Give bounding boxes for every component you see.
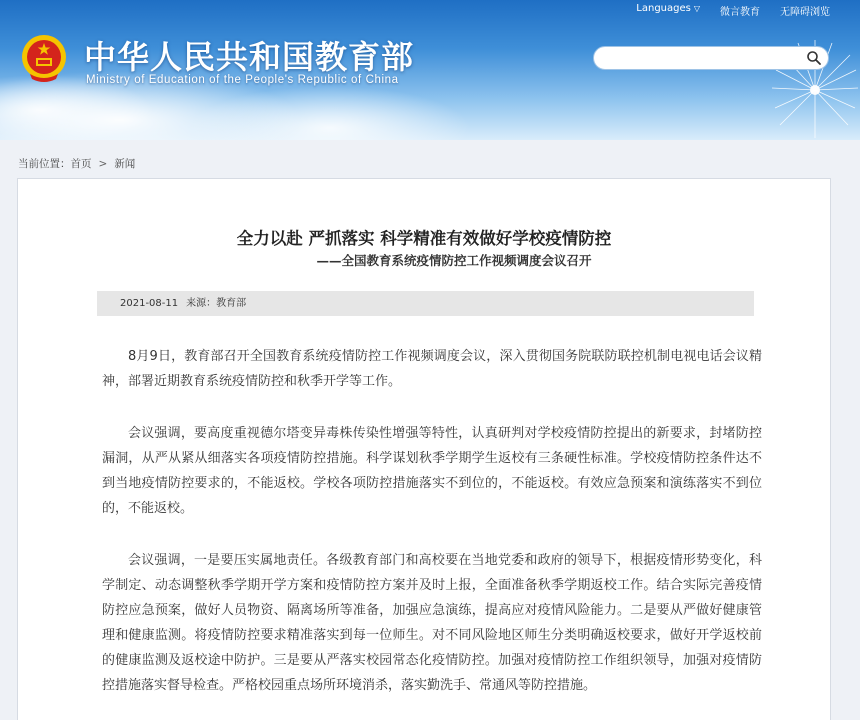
article-source: 来源：教育部: [186, 298, 247, 309]
chevron-right-icon: >: [98, 158, 108, 170]
languages-link[interactable]: Languages ▽: [636, 3, 700, 14]
article-paragraph: 会议强调，一是要压实属地责任。各级教育部门和高校要在当地党委和政府的领导下，根据疫情形势变化，科学制定、动态调整秋季学期开学方案和疫情防控方案并及时上报，全面准备秋季学期返校工作。结合实际完善疫情防控应急预案，做好人员物资、隔离场所等准备，加强应急演练，提高应对疫情风险能力。二是要从严做好健康管理和健康监测。将疫情防控要求精准落实到每一位师生。对不同风险地区师生分类明确返校要求，做好开学返校前的健康监测及返校途中防护。三是要从严落实校园常态化疫情防控。加强对疫情防控工作组织领导，加强对疫情防控措施落实督导检查。严格校园重点场所环境消杀，落实勤洗手、常通风等防控措施。: [102, 553, 762, 693]
article-title: 全力以赴 严抓落实 科学精准有效做好学校疫情防控: [236, 229, 612, 248]
search-input[interactable]: [604, 49, 794, 67]
weiyan-jiaoyu-link[interactable]: 微言教育: [720, 7, 760, 18]
breadcrumb-news-link[interactable]: 新闻: [114, 158, 136, 170]
breadcrumb: [18, 156, 135, 171]
article-body: [102, 344, 762, 720]
article-panel: [17, 178, 831, 720]
accessibility-link[interactable]: 无障碍浏览: [780, 7, 830, 18]
header-banner: [0, 0, 860, 140]
article-date: 2021-08-11: [120, 298, 179, 309]
national-emblem-icon[interactable]: [20, 32, 68, 84]
article-subtitle: ——全国教育系统疫情防控工作视频调度会议召开: [316, 253, 592, 268]
chevron-down-icon: ▽: [693, 4, 700, 13]
search-icon[interactable]: [806, 50, 822, 66]
site-title[interactable]: 中华人民共和国教育部: [84, 38, 415, 76]
search-box: [593, 46, 829, 70]
site-subtitle: Ministry of Education of the People's Republic of China: [86, 74, 399, 86]
breadcrumb-home-link[interactable]: 首页: [70, 158, 92, 170]
breadcrumb-prefix: 当前位置：: [18, 158, 71, 170]
article-paragraph: 8月9日，教育部召开全国教育系统疫情防控工作视频调度会议，深入贯彻国务院联防联控机制电视电话会议精神，部署近期教育系统疫情防控和秋季开学等工作。: [102, 349, 762, 389]
article-paragraph: 会议强调，要高度重视德尔塔变异毒株传染性增强等特性，认真研判对学校疫情防控提出的新要求，封堵防控漏洞，从严从紧从细落实各项疫情防控措施。科学谋划秋季学期学生返校有三条硬性标准。学校疫情防控条件达不到当地疫情防控要求的，不能返校。学校各项防控措施落实不到位的，不能返校。有效应急预案和演练落实不到位的，不能返校。: [102, 426, 762, 516]
article-meta-bar: [97, 291, 754, 316]
top-utility-nav: [636, 3, 830, 18]
